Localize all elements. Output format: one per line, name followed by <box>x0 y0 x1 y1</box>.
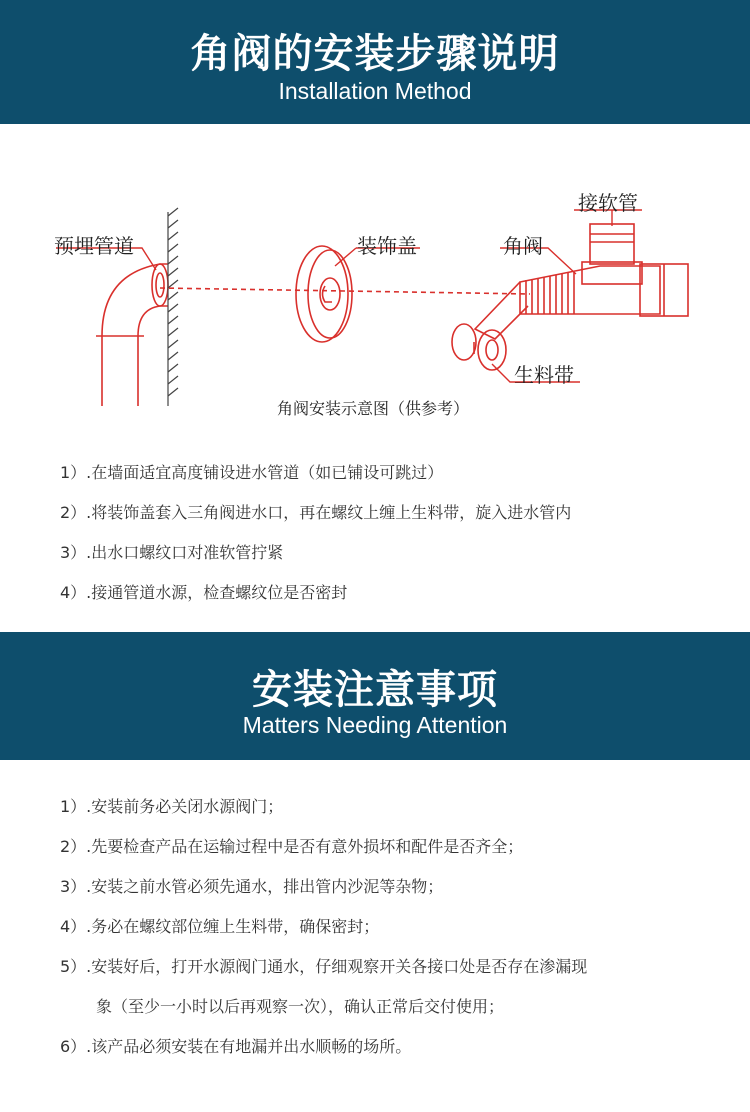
section-subtitle-installation: Installation Method <box>278 78 472 104</box>
list-item: 6）.该产品必须安装在有地漏并出水顺畅的场所。 <box>60 1037 412 1056</box>
label-embedded-pipe: 预埋管道 <box>54 234 134 258</box>
diagram-caption: 角阀安装示意图（供参考） <box>277 399 470 418</box>
installation-diagram <box>0 124 750 434</box>
section-title-installation: 角阀的安装步骤说明 <box>190 31 560 77</box>
section-title-attention: 安装注意事项 <box>252 667 498 713</box>
list-item: 2）.先要检查产品在运输过程中是否有意外损坏和配件是否齐全； <box>60 837 524 856</box>
header-installation <box>0 0 750 124</box>
list-item: 4）.务必在螺纹部位缠上生料带，确保密封； <box>60 917 380 936</box>
list-item: 4）.接通管道水源，检查螺纹位是否密封 <box>60 583 348 602</box>
label-hose-connection: 接软管 <box>578 191 638 215</box>
list-item: 1）.在墙面适宜高度铺设进水管道（如已铺设可跳过） <box>60 463 444 482</box>
label-angle-valve: 角阀 <box>503 234 543 258</box>
list-item-continuation: 象（至少一小时以后再观察一次），确认正常后交付使用； <box>96 997 505 1016</box>
list-item: 1）.安装前务必关闭水源阀门； <box>60 797 284 816</box>
section-subtitle-attention: Matters Needing Attention <box>242 712 508 738</box>
list-item: 3）.安装之前水管必须先通水，排出管内沙泥等杂物； <box>60 877 444 896</box>
list-item: 3）.出水口螺纹口对准软管拧紧 <box>60 543 284 562</box>
label-decorative-cover: 装饰盖 <box>357 234 417 258</box>
list-item: 5）.安装好后，打开水源阀门通水，仔细观察开关各接口处是否存在渗漏现 <box>60 957 588 976</box>
diagram-drawing <box>0 124 750 434</box>
list-item: 2）.将装饰盖套入三角阀进水口，再在螺纹上缠上生料带，旋入进水管内 <box>60 503 572 522</box>
header-attention <box>0 632 750 760</box>
label-ptfe-tape: 生料带 <box>514 363 574 387</box>
